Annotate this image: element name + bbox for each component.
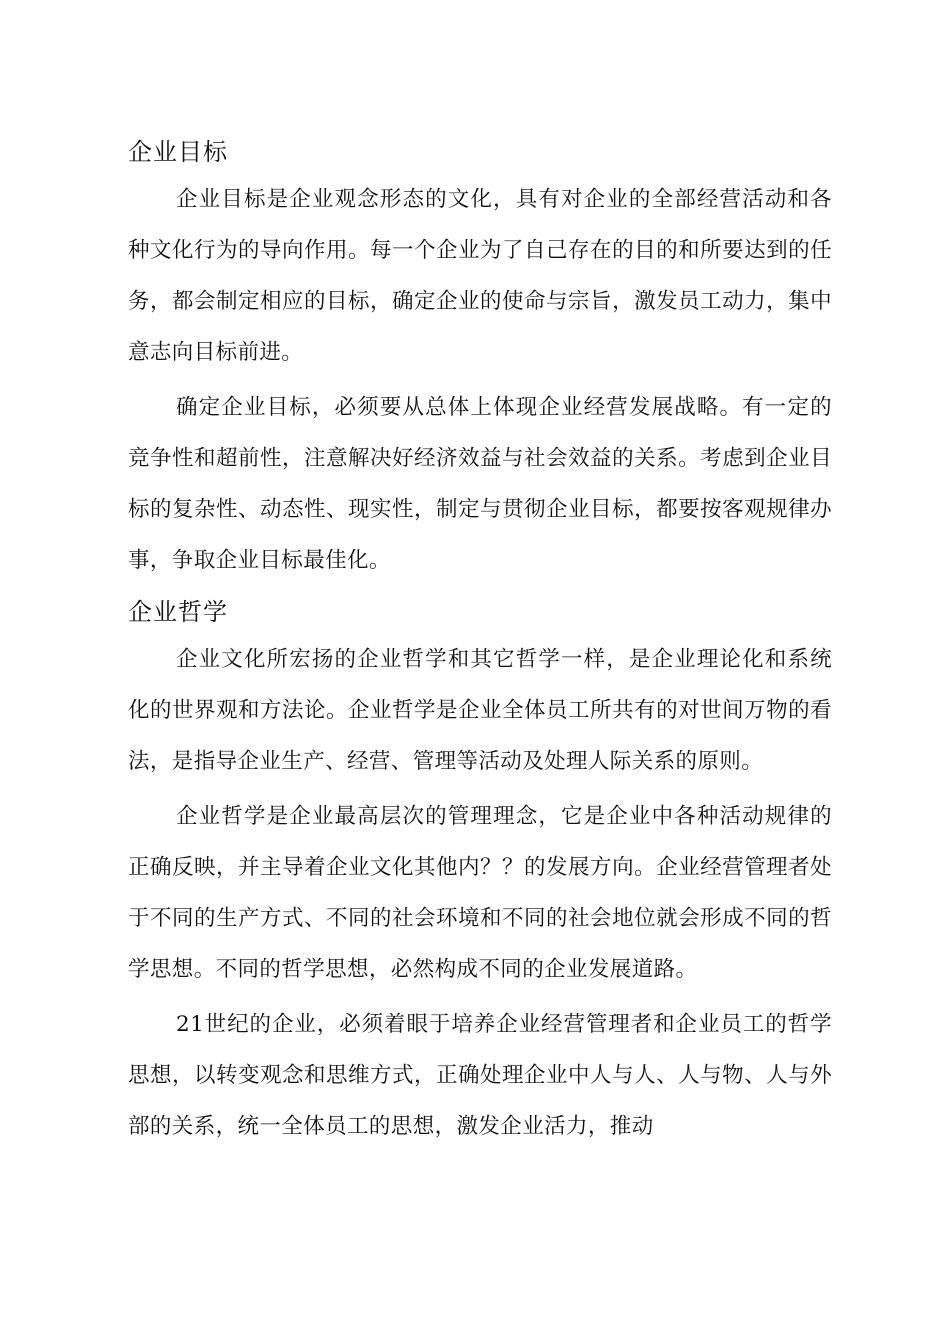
paragraph: 企业哲学是企业最高层次的管理理念，它是企业中各种活动规律的正确反映，并主导着企业文化其他内？？的发展方向。企业经营管理者处于不同的生产方式、不同的社会环境和不同的社会地位就会形成不同的哲学思想。不同的哲学思想，必然构成不同的企业发展道路。 bbox=[128, 804, 832, 982]
paragraph: 21世纪的企业，必须着眼于培养企业经营管理者和企业员工的哲学思想，以转变观念和思维方式，正确处理企业中人与人、人与物、人与外部的关系，统一全体员工的思想，激发企业活力，推动 bbox=[128, 1012, 832, 1139]
document-body bbox=[128, 130, 832, 1156]
section-heading-goals: 企业目标 bbox=[128, 138, 228, 166]
paragraph: 企业目标是企业观念形态的文化，具有对企业的全部经营活动和各种文化行为的导向作用。每一个企业为了自己存在的目的和所要达到的任务，都会制定相应的目标，确定企业的使命与宗旨，激发员工动力，集中意志向目标前进。 bbox=[128, 187, 832, 365]
section-heading-philosophy: 企业哲学 bbox=[128, 598, 228, 626]
paragraph: 企业文化所宏扬的企业哲学和其它哲学一样，是企业理论化和系统化的世界观和方法论。企业哲学是企业全体员工所共有的对世间万物的看法，是指导企业生产、经营、管理等活动及处理人际关系的原则。 bbox=[128, 647, 832, 774]
paragraph: 确定企业目标，必须要从总体上体现企业经营发展战略。有一定的竞争性和超前性，注意解决好经济效益与社会效益的关系。考虑到企业目标的复杂性、动态性、现实性，制定与贯彻企业目标，都要按客观规律办事，争取企业目标最佳化。 bbox=[128, 395, 832, 573]
